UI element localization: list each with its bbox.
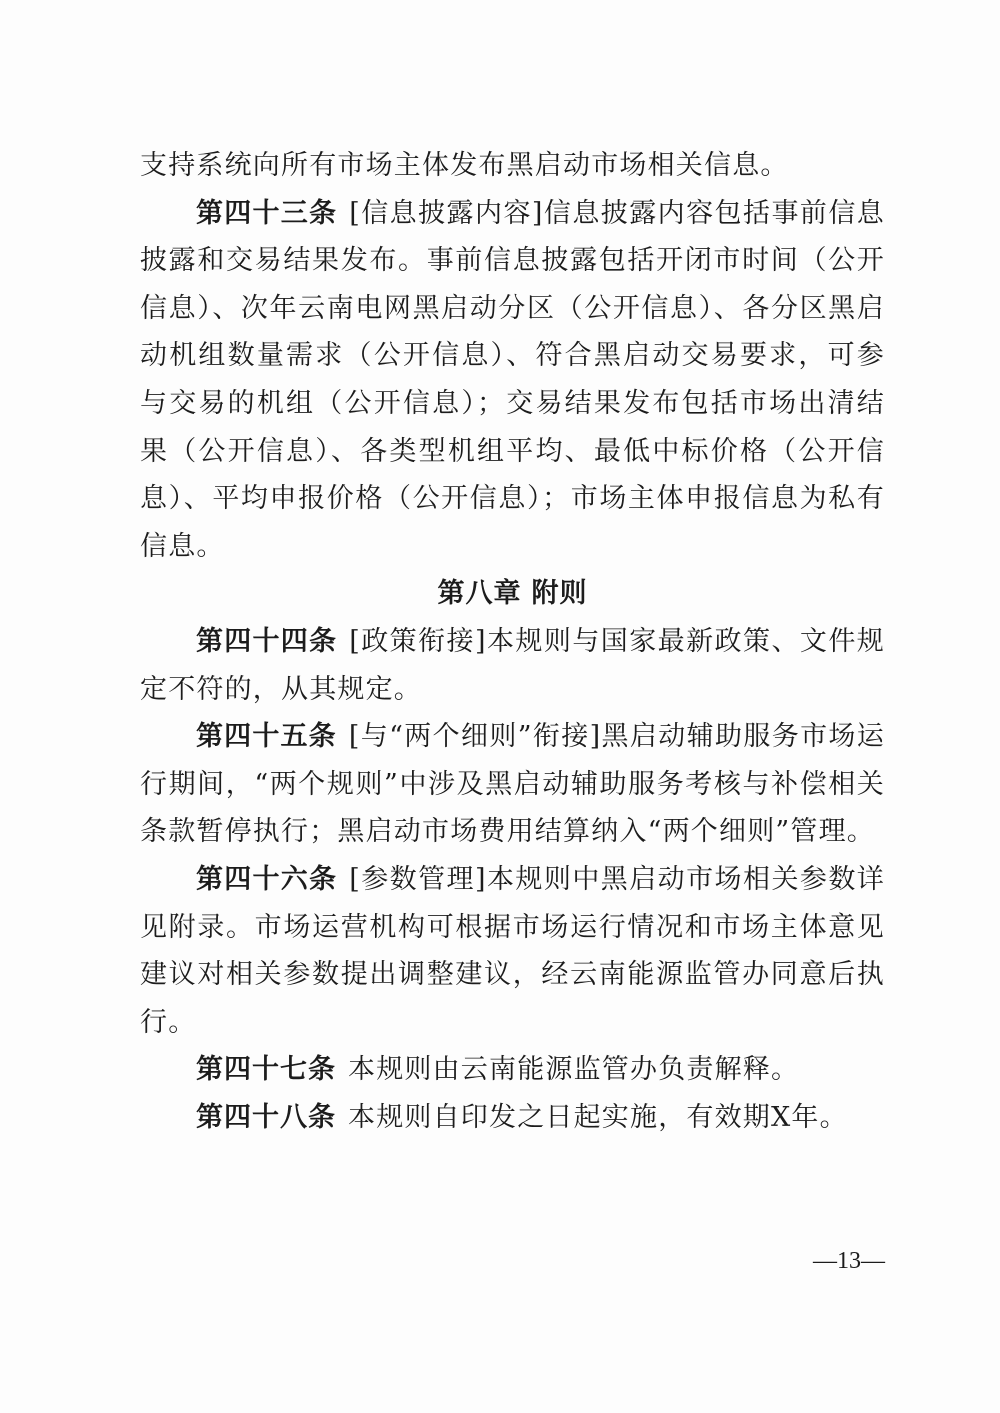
article-45 bbox=[140, 713, 885, 856]
article-text: 本规则由云南能源监管办负责解释。 bbox=[348, 1054, 800, 1086]
article-number: 第四十五条 bbox=[196, 721, 337, 753]
article-text: [与“两个细则”衔接]黑启动辅助服务市场运行期间，“两个规则”中涉及黑启动辅助服务考核与补偿相关条款暂停执行；黑启动市场费用结算纳入“两个细则”管理。 bbox=[140, 721, 886, 848]
document-body bbox=[140, 142, 885, 1141]
article-44 bbox=[140, 618, 885, 713]
article-47 bbox=[140, 1046, 885, 1094]
article-number: 第四十七条 bbox=[196, 1054, 336, 1086]
paragraph-continuation bbox=[140, 142, 885, 190]
article-48 bbox=[140, 1094, 885, 1142]
article-number: 第四十三条 bbox=[196, 197, 338, 229]
article-46 bbox=[140, 856, 885, 1046]
page-number: —13— bbox=[813, 1248, 885, 1274]
paragraph-text: 支持系统向所有市场主体发布黑启动市场相关信息。 bbox=[140, 150, 789, 181]
article-43 bbox=[140, 190, 885, 571]
chapter-heading bbox=[140, 570, 885, 618]
article-number: 第四十六条 bbox=[196, 863, 338, 895]
article-text: [信息披露内容]信息披露内容包括事前信息披露和交易结果发布。事前信息披露包括开闭市时间（公开信息）、次年云南电网黑启动分区（公开信息）、各分区黑启动机组数量需求（公开信息）、符合黑启动交易要求，可参与交易的机组（公开信息）；交易结果发布包括市场出清结果（公开信息）、各类型机组平均、最低中标价格（公开信息）、平均申报价格（公开信息）；市场主体申报信息为私有信息。 bbox=[140, 197, 885, 562]
article-text: [参数管理]本规则中黑启动市场相关参数详见附录。市场运营机构可根据市场运行情况和市场主体意见建议对相关参数提出调整建议，经云南能源监管办同意后执行。 bbox=[140, 863, 885, 1038]
article-text: [政策衔接]本规则与国家最新政策、文件规定不符的，从其规定。 bbox=[140, 625, 885, 705]
chapter-number: 第八章 bbox=[437, 578, 522, 610]
article-text: 本规则自印发之日起实施，有效期X年。 bbox=[348, 1101, 848, 1133]
article-number: 第四十八条 bbox=[196, 1101, 336, 1133]
chapter-title: 附则 bbox=[531, 578, 588, 610]
article-number: 第四十四条 bbox=[196, 625, 338, 657]
